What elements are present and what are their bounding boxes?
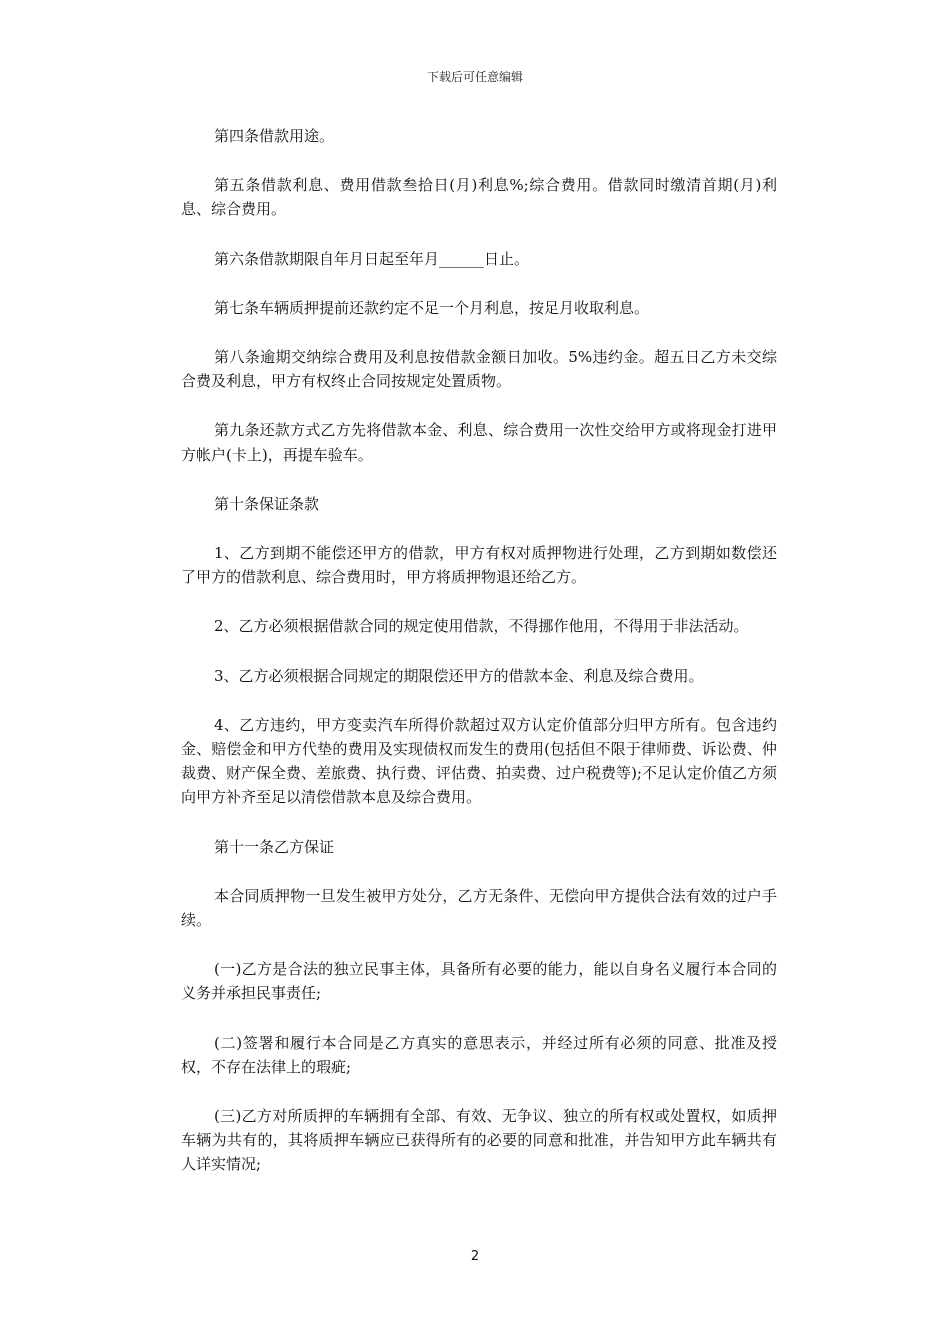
page-header-note: 下载后可任意编辑: [426, 70, 523, 84]
clause-9-repayment-method: 第九条还款方式乙方先将借款本金、利息、综合费用一次性交给甲方或将现金打进甲方帐户(卡上)，再提车验车。: [181, 421, 777, 464]
clause-11-item-3: (三)乙方对所质押的车辆拥有全部、有效、无争议、独立的所有权或处置权，如质押车辆为共有的，其将质押车辆应已获得所有的必要的同意和批准，并告知甲方此车辆共有人详实情况;: [181, 1107, 777, 1174]
clause-5-interest: 第五条借款利息、费用借款叁拾日(月)利息%;综合费用。借款同时缴清首期(月)利息、综合费用。: [181, 176, 777, 219]
clause-10-item-4: 4、乙方违约，甲方变卖汽车所得价款超过双方认定价值部分归甲方所有。包含违约金、赔偿金和甲方代垫的费用及实现债权而发生的费用(包括但不限于律师费、诉讼费、仲裁费、财产保全费、差旅费、执行费、评估费、拍卖费、过户税费等);不足认定价值乙方须向甲方补齐至足以清偿借款本息及综合费用。: [181, 715, 777, 807]
page-number: 2: [470, 1249, 480, 1264]
clause-11-intro: 本合同质押物一旦发生被甲方处分，乙方无条件、无偿向甲方提供合法有效的过户手续。: [181, 886, 777, 930]
clause-4-purpose: 第四条借款用途。: [214, 127, 335, 145]
clause-11-heading: 第十一条乙方保证: [214, 837, 335, 856]
clause-10-item-2: 2、乙方必须根据借款合同的规定使用借款，不得挪作他用，不得用于非法活动。: [214, 617, 749, 636]
clause-10-item-3: 3、乙方必须根据合同规定的期限偿还甲方的借款本金、利息及综合费用。: [214, 666, 704, 685]
clause-8-overdue: 第八条逾期交纳综合费用及利息按借款金额日加收。5%违约金。超五日乙方未交综合费及利息，甲方有权终止合同按规定处置质物。: [181, 348, 777, 391]
clause-10-item-1: 1、乙方到期不能偿还甲方的借款，甲方有权对质押物进行处理，乙方到期如数偿还了甲方的借款利息、综合费用时，甲方将质押物退还给乙方。: [181, 544, 777, 587]
clause-7-early-repayment: 第七条车辆质押提前还款约定不足一个月利息，按足月收取利息。: [214, 298, 650, 317]
clause-11-item-2: (二)签署和履行本合同是乙方真实的意思表示，并经过所有必须的同意、批准及授权，不存在法律上的瑕疵;: [181, 1033, 777, 1076]
clause-6-term: 第六条借款期限自年月日起至年月______日止。: [214, 249, 530, 268]
document-body: [181, 124, 777, 1177]
clause-10-heading: 第十条保证条款: [214, 494, 320, 513]
clause-11-item-1: (一)乙方是合法的独立民事主体，具备所有必要的能力，能以自身名义履行本合同的义务并承担民事责任;: [181, 960, 777, 1003]
